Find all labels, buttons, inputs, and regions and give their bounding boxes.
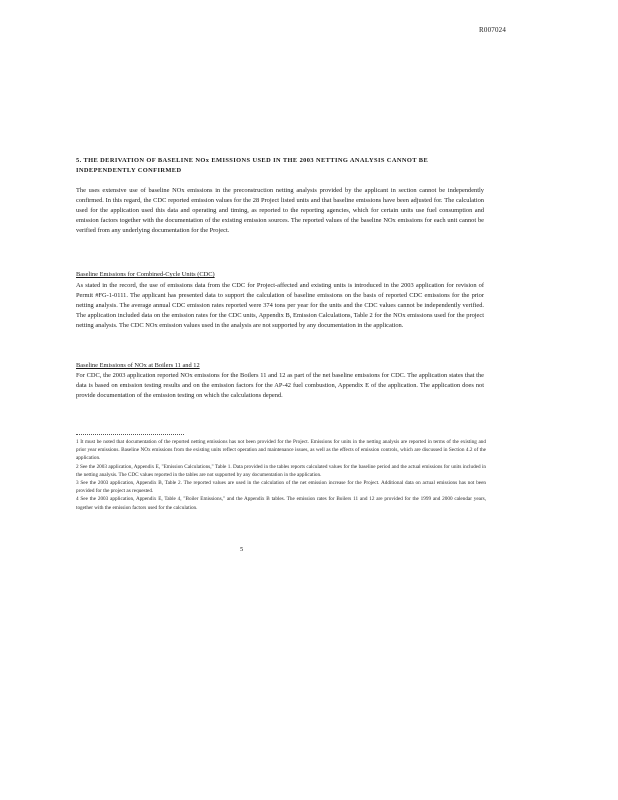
intro-paragraph: The uses extensive use of baseline NOx emissions in the preconstruction netting analysis provided by the applicant in section cannot be independently confirmed. In this regard, the CDC reported emission values for the 28 Project listed units and that baseline emissions have been adjusted for. The calculation used for the application used this data and operating and timing, as reported to the reporting agencies, which for certain units use fuel consumption and emission factors together with the documentation of the existing emission sources. The reported values of the baseline NOx emissions for each unit cannot be verified from any underlying documentation for the Project. bbox=[76, 187, 484, 234]
subsection-body-cdc: As stated in the record, the use of emissions data from the CDC for Project-affected and existing units is introduced in the 2003 application for revision of Permit #FG-1-0111. The applicant has presented data to support the calculation of baseline emissions on the basis of reported CDC emissions for the prior netting analysis. The average annual CDC emission rates reported were 374 tons per year for the units and the CDC values cannot be independently verified. The application included data on the emission rates for the CDC units, Appendix B, Emission Calculations, Table 2 for the NOx emissions used for the project netting analysis. The CDC NOx emission values used in the analysis are not supported by any documentation in the application. bbox=[76, 282, 484, 329]
subsection-title-cdc: Baseline Emissions for Combined-Cycle Units (CDC) bbox=[76, 271, 215, 278]
footnote-4: 4 See the 2003 application, Appendix E, Table 4, "Boiler Emissions," and the Appendix B tables. The emission rates for Boilers 11 and 12 are provided for the 1999 and 2000 calendar years, together with the emission factors used for the calculation. bbox=[76, 496, 486, 511]
footnotes bbox=[76, 438, 486, 512]
section-heading: 5. THE DERIVATION OF BASELINE NOx EMISSIONS USED IN THE 2003 NETTING ANALYSIS CANNOT BE INDEPENDENTLY CONFIRMED bbox=[76, 157, 429, 174]
footnote-divider bbox=[76, 434, 184, 435]
footnote-2: 2 See the 2003 application, Appendix E, "Emission Calculations," Table 1. Data provided in the tables reports calculated values for the baseline period and the actual emissions for units included in the netting analysis. The CDC values reported in the tables are not supported by any documentation in the application. bbox=[76, 463, 486, 478]
page-identifier: R007024 bbox=[479, 26, 507, 34]
subsection-body-boilers: For CDC, the 2003 application reported NOx emissions for the Boilers 11 and 12 as part of the net baseline emissions for CDC. The application states that the data is based on emission testing results and on the emission factors for the AP-42 fuel combustion, Appendix E of the application. The application does not provide documentation of the emission testing on which the calculations depend. bbox=[76, 372, 484, 399]
page-number: 5 bbox=[240, 546, 244, 553]
subsection-title-boilers: Baseline Emissions of NOx at Boilers 11 and 12 bbox=[76, 362, 200, 369]
footnote-1: 1 It must be noted that documentation of the reported netting emissions has not been provided for the Project. Emissions for units in the netting analysis are reported in terms of the existing and prior year emissions. Baseline NOx emissions from the existing units reflect operation and maintenance issues, as well as the effects of emission controls, which are discussed in Section 4.2 of the application. bbox=[76, 439, 486, 462]
footnote-3: 3 See the 2003 application, Appendix B, Table 2. The reported values are used in the calculation of the net emission increase for the Project. Additional data on actual emissions has not been provided for the project as requested. bbox=[76, 480, 486, 495]
